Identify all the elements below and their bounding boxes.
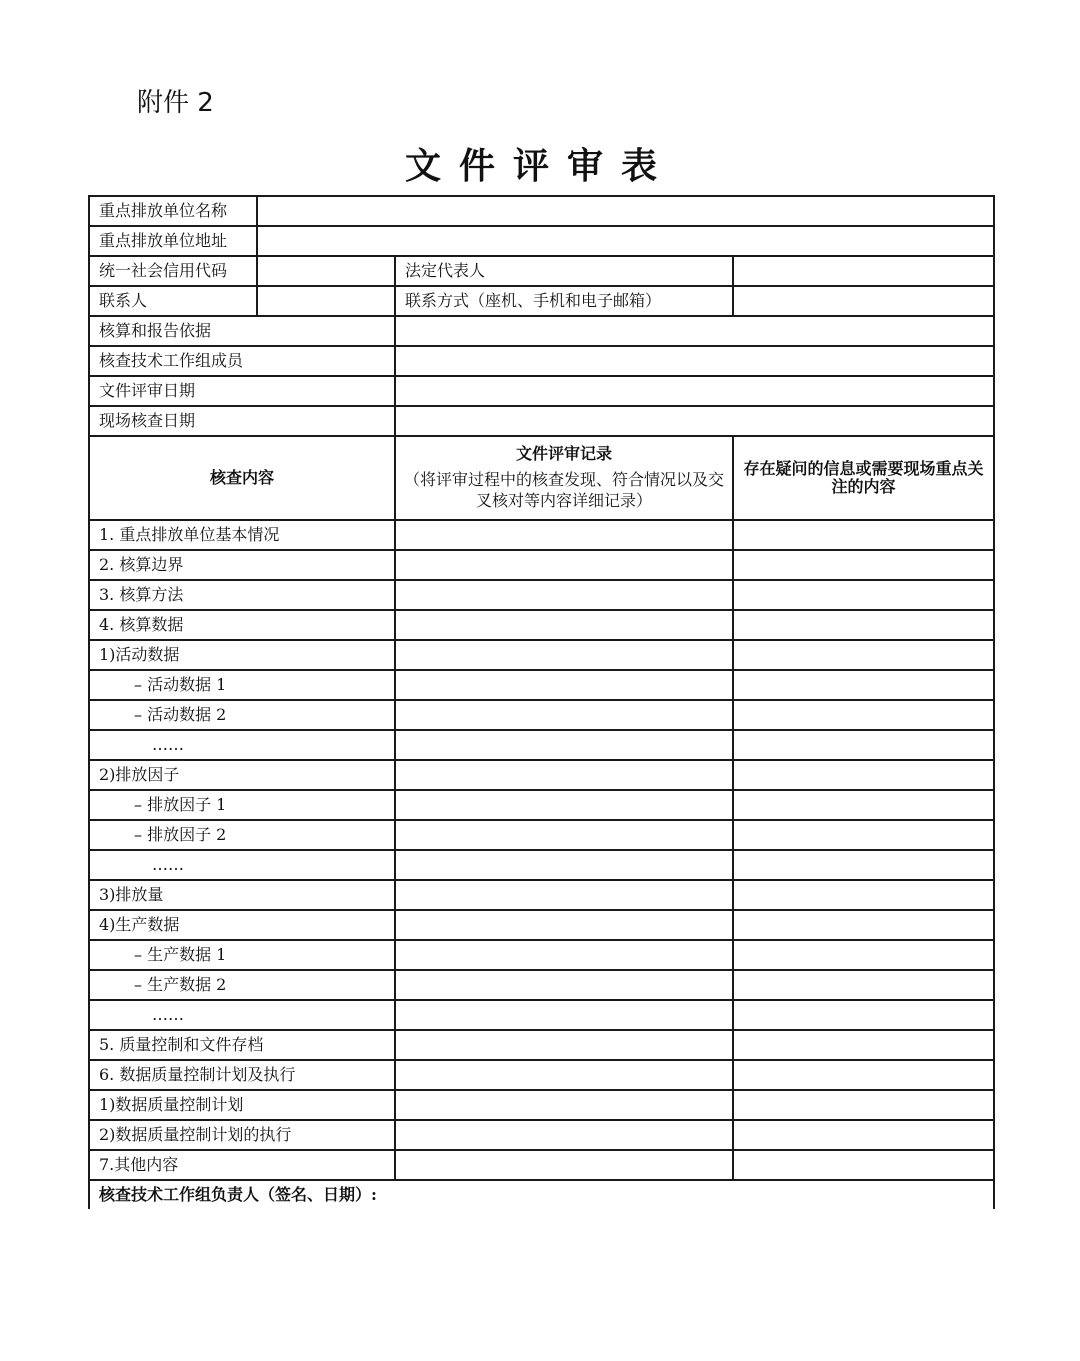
doubt-cell[interactable] — [733, 1120, 994, 1150]
checklist-row — [89, 730, 994, 760]
checklist-item-label: – 排放因子 1 — [89, 790, 395, 820]
checklist-item-label: – 排放因子 2 — [89, 820, 395, 850]
credit-code-label: 统一社会信用代码 — [89, 256, 257, 286]
header-doubt: 存在疑问的信息或需要现场重点关注的内容 — [733, 436, 994, 520]
checklist-item-label: …… — [89, 730, 395, 760]
doubt-cell[interactable] — [733, 610, 994, 640]
review-date-label: 文件评审日期 — [89, 376, 395, 406]
signature-row — [89, 1180, 994, 1209]
checklist-item-label: 5. 质量控制和文件存档 — [89, 1030, 395, 1060]
checklist-item-label: …… — [89, 1000, 395, 1030]
row-unit-name — [89, 196, 994, 226]
doubt-cell[interactable] — [733, 1150, 994, 1180]
unit-name-field[interactable] — [257, 196, 994, 226]
checklist-row — [89, 1120, 994, 1150]
doubt-cell[interactable] — [733, 760, 994, 790]
checklist-row — [89, 1150, 994, 1180]
review-record-cell[interactable] — [395, 940, 733, 970]
doubt-cell[interactable] — [733, 850, 994, 880]
review-record-cell[interactable] — [395, 580, 733, 610]
doubt-cell[interactable] — [733, 970, 994, 1000]
row-site-date — [89, 406, 994, 436]
checklist-row — [89, 910, 994, 940]
checklist-row — [89, 550, 994, 580]
checklist-item-label: 3. 核算方法 — [89, 580, 395, 610]
doubt-cell[interactable] — [733, 1090, 994, 1120]
row-contact — [89, 286, 994, 316]
review-record-cell[interactable] — [395, 760, 733, 790]
checklist-header — [89, 436, 994, 520]
review-record-cell[interactable] — [395, 1000, 733, 1030]
row-unit-address — [89, 226, 994, 256]
doubt-cell[interactable] — [733, 1030, 994, 1060]
doubt-cell[interactable] — [733, 880, 994, 910]
contact-method-field[interactable] — [733, 286, 994, 316]
doubt-cell[interactable] — [733, 1060, 994, 1090]
checklist-item-label: 2)数据质量控制计划的执行 — [89, 1120, 395, 1150]
attachment-label: 附件 2 — [137, 88, 214, 118]
doubt-cell[interactable] — [733, 700, 994, 730]
unit-address-label: 重点排放单位地址 — [89, 226, 257, 256]
review-record-cell[interactable] — [395, 880, 733, 910]
checklist-item-label: 7.其他内容 — [89, 1150, 395, 1180]
doubt-cell[interactable] — [733, 790, 994, 820]
checklist-row — [89, 820, 994, 850]
checklist-row — [89, 970, 994, 1000]
checklist-row — [89, 1090, 994, 1120]
site-date-field[interactable] — [395, 406, 994, 436]
review-record-cell[interactable] — [395, 640, 733, 670]
review-record-cell[interactable] — [395, 910, 733, 940]
doubt-cell[interactable] — [733, 550, 994, 580]
doubt-cell[interactable] — [733, 1000, 994, 1030]
checklist-row — [89, 700, 994, 730]
checklist-row — [89, 940, 994, 970]
review-record-cell[interactable] — [395, 730, 733, 760]
contact-label: 联系人 — [89, 286, 257, 316]
header-content: 核查内容 — [89, 436, 395, 520]
doubt-cell[interactable] — [733, 820, 994, 850]
team-field[interactable] — [395, 346, 994, 376]
row-basis — [89, 316, 994, 346]
checklist-item-label: 1)数据质量控制计划 — [89, 1090, 395, 1120]
signature-label[interactable]: 核查技术工作组负责人（签名、日期）: — [89, 1180, 994, 1209]
checklist-row — [89, 640, 994, 670]
checklist-item-label: – 生产数据 2 — [89, 970, 395, 1000]
credit-code-field[interactable] — [257, 256, 395, 286]
checklist-row — [89, 760, 994, 790]
row-team — [89, 346, 994, 376]
basis-label: 核算和报告依据 — [89, 316, 395, 346]
team-label: 核查技术工作组成员 — [89, 346, 395, 376]
checklist-row — [89, 880, 994, 910]
basis-field[interactable] — [395, 316, 994, 346]
review-record-cell[interactable] — [395, 820, 733, 850]
checklist-row — [89, 580, 994, 610]
site-date-label: 现场核查日期 — [89, 406, 395, 436]
row-credit-code — [89, 256, 994, 286]
checklist-row — [89, 670, 994, 700]
review-date-field[interactable] — [395, 376, 994, 406]
doubt-cell[interactable] — [733, 520, 994, 550]
checklist-item-label: – 活动数据 2 — [89, 700, 395, 730]
header-record-note: （将评审过程中的核查发现、符合情况以及交叉核对等内容详细记录） — [403, 470, 724, 510]
review-record-cell[interactable] — [395, 520, 733, 550]
review-record-cell[interactable] — [395, 1090, 733, 1120]
legal-rep-label: 法定代表人 — [395, 256, 733, 286]
checklist-item-label: …… — [89, 850, 395, 880]
review-record-cell[interactable] — [395, 1150, 733, 1180]
review-record-cell[interactable] — [395, 550, 733, 580]
review-record-cell[interactable] — [395, 850, 733, 880]
checklist-row — [89, 1030, 994, 1060]
checklist-item-label: – 生产数据 1 — [89, 940, 395, 970]
review-record-cell[interactable] — [395, 700, 733, 730]
review-record-cell[interactable] — [395, 790, 733, 820]
checklist-item-label: – 活动数据 1 — [89, 670, 395, 700]
header-record — [395, 436, 733, 520]
review-record-cell[interactable] — [395, 1120, 733, 1150]
doubt-cell[interactable] — [733, 670, 994, 700]
checklist-row — [89, 850, 994, 880]
legal-rep-field[interactable] — [733, 256, 994, 286]
review-record-cell[interactable] — [395, 610, 733, 640]
contact-method-label: 联系方式（座机、手机和电子邮箱） — [395, 286, 733, 316]
unit-name-label: 重点排放单位名称 — [89, 196, 257, 226]
doubt-cell[interactable] — [733, 730, 994, 760]
header-record-title: 文件评审记录 — [515, 444, 612, 463]
checklist-item-label: 3)排放量 — [89, 880, 395, 910]
checklist-item-label: 4)生产数据 — [89, 910, 395, 940]
checklist-item-label: 1. 重点排放单位基本情况 — [89, 520, 395, 550]
checklist-item-label: 6. 数据质量控制计划及执行 — [89, 1060, 395, 1090]
checklist-item-label: 1)活动数据 — [89, 640, 395, 670]
review-record-cell[interactable] — [395, 970, 733, 1000]
review-record-cell[interactable] — [395, 670, 733, 700]
doubt-cell[interactable] — [733, 640, 994, 670]
review-record-cell[interactable] — [395, 1060, 733, 1090]
checklist-item-label: 2. 核算边界 — [89, 550, 395, 580]
doubt-cell[interactable] — [733, 940, 994, 970]
contact-field[interactable] — [257, 286, 395, 316]
checklist-item-label: 4. 核算数据 — [89, 610, 395, 640]
unit-address-field[interactable] — [257, 226, 994, 256]
review-record-cell[interactable] — [395, 1030, 733, 1060]
checklist-row — [89, 790, 994, 820]
doubt-cell[interactable] — [733, 910, 994, 940]
checklist-row — [89, 1000, 994, 1030]
checklist-row — [89, 610, 994, 640]
review-form-table — [88, 195, 995, 1209]
row-review-date — [89, 376, 994, 406]
checklist-item-label: 2)排放因子 — [89, 760, 395, 790]
doubt-cell[interactable] — [733, 580, 994, 610]
checklist-row — [89, 1060, 994, 1090]
page-title: 文件评审表 — [404, 145, 675, 187]
checklist-row — [89, 520, 994, 550]
